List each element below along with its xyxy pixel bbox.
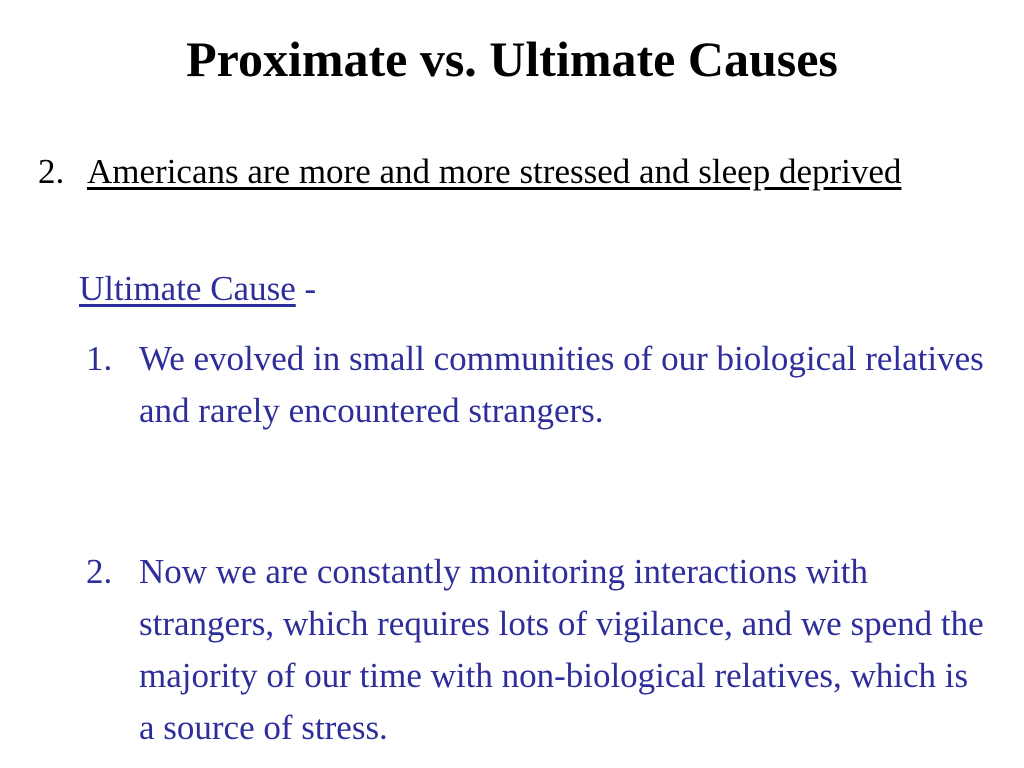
main-point — [38, 148, 978, 196]
ultimate-cause-heading — [79, 266, 316, 312]
list-item-number: 1. — [86, 339, 113, 378]
ultimate-cause-suffix: - — [295, 269, 317, 308]
list-item-text: We evolved in small communities of our biological relatives and rarely encountered strangers. — [139, 339, 984, 430]
main-point-number: 2. — [38, 152, 65, 191]
ultimate-cause-label: Ultimate Cause — [79, 269, 296, 308]
list-item — [86, 333, 986, 437]
list-item-text: Now we are constantly monitoring interactions with strangers, which requires lots of vigilance, and we spend the majority of our time with non-biological relatives, which is a source of stress. — [139, 552, 984, 747]
main-point-text: Americans are more and more stressed and sleep deprived — [87, 152, 902, 191]
list-item — [86, 546, 986, 754]
slide-title: Proximate vs. Ultimate Causes — [186, 31, 838, 87]
list-item-number: 2. — [86, 552, 113, 591]
